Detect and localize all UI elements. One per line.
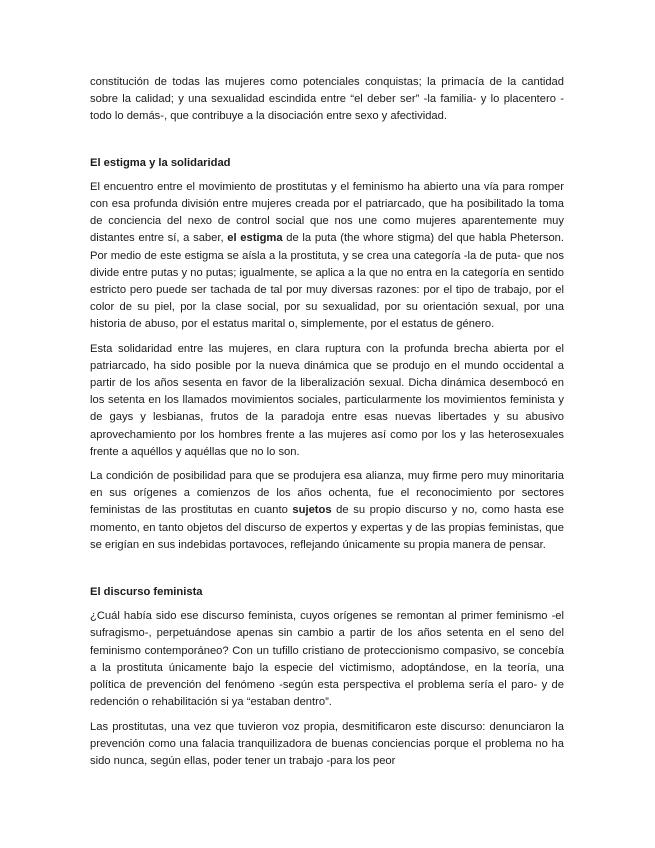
paragraph-text: de la puta (the whore stigma) del que habla Pheterson. Por medio de este estigma se aísla a la prostituta, y se crea una categoría -la de puta- que nos divide entre putas y no putas; igualmente, se aplica a la que no entra en la categoría en sentido estricto pero puede ser tachada de tal por muy diversas razones: por el tipo de trabajo, por el color de su piel, por la clase social, por su sexualidad, por su orientación sexual, por una historia de abuso, por el estatus marital o, simplemente, por el estatus de género. (90, 232, 564, 331)
paragraph-text: de su propio discurso y no, como hasta ese momento, en tanto objetos del discurso de expertos y expertas y de las propias feministas, que se erigían en sus indebidas portavoces, reflejando únicamente su propia manera de pensar. (90, 504, 564, 551)
paragraph-text: La condición de posibilidad para que se produjera esa alianza, muy firme pero muy minoritaria en sus orígenes a comienzos de los años ochenta, fue el reconocimiento por sectores feministas de las prostitutas en cuanto (90, 470, 564, 517)
paragraph-discurso-2: Las prostitutas, una vez que tuvieron voz propia, desmitificaron este discurso: denunciaron la prevención como una falacia tranquilizadora de buenas conciencias porque el problema no ha sido nunca, según ellas, poder tener un trabajo -para los peor (90, 720, 564, 767)
bold-term-sujetos: sujetos (292, 504, 332, 517)
intro-paragraph: constitución de todas las mujeres como potenciales conquistas; la primacía de la cantidad sobre la calidad; y una sexualidad escindida entre “el deber ser” -la familia- y lo placentero -todo lo demás-, que contribuye a la disociación entre sexo y afectividad. (90, 76, 564, 123)
paragraph-estigma-3 (90, 468, 564, 554)
section-heading-discurso: El discurso feminista (90, 586, 203, 599)
paragraph-text: El encuentro entre el movimiento de prostitutas y el feminismo ha abierto una vía para romper con esa profunda división entre mujeres creada por el patriarcado, que ha posibilitado la toma de conciencia del nexo de control social que nos une como mujeres aparentemente muy distantes entre sí, a saber, (90, 180, 564, 245)
section-heading-estigma: El estigma y la solidaridad (90, 156, 231, 169)
document-page (90, 74, 564, 777)
bold-term-estigma: el estigma (227, 232, 283, 245)
paragraph-estigma-2: Esta solidaridad entre las mujeres, en clara ruptura con la profunda brecha abierta por el patriarcado, ha sido posible por la nueva dinámica que se produjo en el mundo occidental a partir de los años sesenta en favor de la liberalización sexual. Dicha dinámica desembocó en los setenta en los llamados movimientos sociales, particularmente los movimientos feminista y de gays y lesbianas, frutos de la paradoja entre esas nuevas libertades y su abusivo aprovechamiento por los hombres frente a las mujeres así como por los y las heterosexuales frente a aquéllos y aquéllas que no lo son. (90, 342, 564, 458)
section-spacer (90, 133, 564, 155)
paragraph-estigma-1 (90, 179, 564, 334)
section-spacer (90, 561, 564, 584)
paragraph-discurso-1: ¿Cuál había sido ese discurso feminista, cuyos orígenes se remontan al primer feminismo -el sufragismo-, perpetuándose apenas sin cambio a partir de los años setenta en el seno del feminismo contemporáneo? Con un tufillo cristiano de proteccionismo compasivo, se concebía a la prostituta únicamente bajo la especie del victimismo, adoptándose, en la teoría, una política de prevención del fenómeno -según esta perspectiva el problema sería el paro- y de redención o rehabilitación si ya “estaban dentro”. (90, 610, 564, 709)
